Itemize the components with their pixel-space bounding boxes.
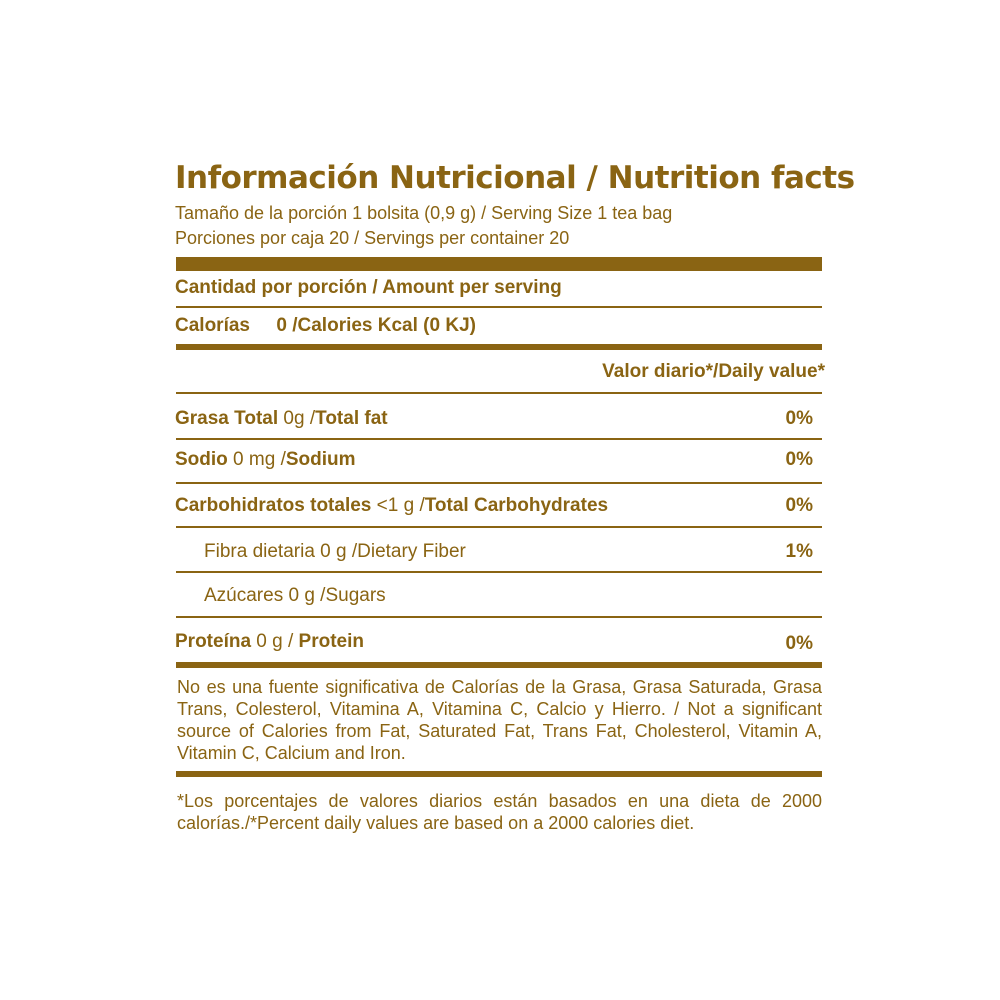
nutrient-amount: <1 g /	[371, 495, 425, 516]
nutrient-name: Proteína	[175, 631, 252, 652]
row-divider	[176, 616, 822, 618]
calories-value: 0 /Calories Kcal (0 KJ)	[276, 315, 476, 336]
daily-value-header: Valor diario*/Daily value*	[602, 361, 825, 382]
row-divider	[176, 438, 822, 440]
panel-title: Información Nutricional / Nutrition facts	[175, 160, 855, 196]
row-divider	[176, 306, 822, 308]
nutrient-name-en: Total fat	[315, 408, 388, 429]
daily-value-footnote: *Los porcentajes de valores diarios están basados en una dieta de 2000 calorías./*Percent daily values are based on a 2000 calories diet.	[177, 791, 822, 833]
not-significant-note: No es una fuente significativa de Calorías de la Grasa, Grasa Saturada, Grasa Trans, Colesterol, Vitamina A, Vitamina C, Calcio y Hierro. / Not a significant source of Calories from Fat, Saturated Fat, Trans Fat, Cholesterol, Vitamin A, Vitamin C, Calcium and Iron.	[177, 677, 822, 763]
medium-divider	[176, 771, 822, 777]
serving-size: Tamaño de la porción 1 bolsita (0,9 g) / Serving Size 1 tea bag	[175, 203, 673, 223]
nutrient-name: Fibra dietaria 0 g /Dietary Fiber	[204, 541, 466, 562]
nutrient-dv: 0%	[785, 408, 813, 429]
nutrient-dv: 0%	[785, 633, 813, 654]
row-divider	[176, 526, 822, 528]
thick-divider	[176, 257, 822, 271]
nutrient-name-en: Sodium	[285, 449, 356, 470]
nutrient-name: Grasa Total	[175, 408, 279, 429]
nutrient-name: Sodio	[175, 449, 228, 470]
row-divider	[176, 482, 822, 484]
nutrient-dv: 1%	[785, 541, 813, 562]
nutrient-name: Carbohidratos totales	[175, 495, 372, 516]
calories-label: Calorías	[175, 315, 250, 336]
nutrient-amount: 0g /	[278, 408, 316, 429]
nutrient-amount: 0 mg /	[227, 449, 286, 470]
servings-per-container: Porciones por caja 20 / Servings per container 20	[175, 228, 570, 248]
row-divider	[176, 392, 822, 394]
amount-per-serving-label: Cantidad por porción / Amount per serving	[175, 277, 562, 298]
medium-divider	[176, 344, 822, 350]
nutrient-name-en: Protein	[293, 631, 365, 652]
nutrient-dv: 0%	[785, 495, 813, 516]
nutrient-name-en: Total Carbohydrates	[424, 495, 609, 516]
nutrient-dv: 0%	[785, 449, 813, 470]
medium-divider	[176, 662, 822, 668]
nutrient-name: Azúcares 0 g /Sugars	[204, 585, 386, 606]
nutrient-amount: 0 g /	[251, 631, 294, 652]
row-divider	[176, 571, 822, 573]
